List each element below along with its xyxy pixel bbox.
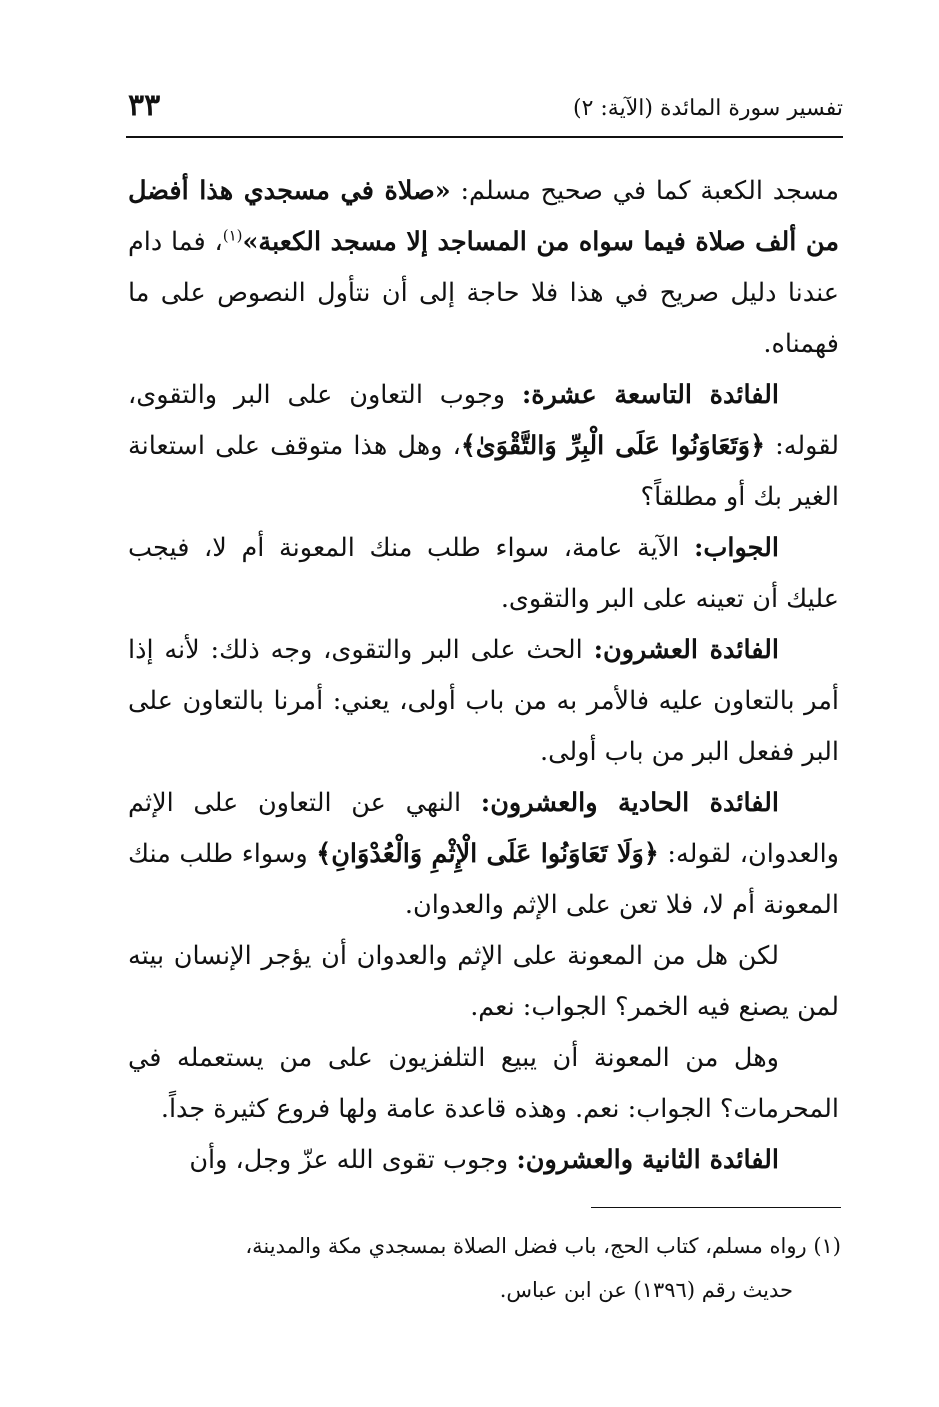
footnote <box>128 1224 841 1312</box>
p1-intro: مسجد الكعبة كما في صحيح مسلم: <box>450 176 839 206</box>
quran-verse-1: ﴿وَتَعَاوَنُوا عَلَى الْبِرِّ وَالتَّقْوَىٰ﴾ <box>460 431 766 461</box>
body-text <box>128 166 839 1186</box>
p5-text2: وسواء طلب منك المعونة أم لا، فلا تعن على الإثم والعدوان. <box>128 839 839 920</box>
paragraph-2 <box>128 370 839 523</box>
footnote-rule <box>591 1207 841 1208</box>
answer-label: الجواب: <box>694 533 779 563</box>
p2-text1: وجوب التعاون على البر والتقوى، لقوله: <box>128 380 840 461</box>
p2-text2: ، وهل هذا متوقف على استعانة الغير بك أو مطلقاً؟ <box>128 431 839 512</box>
header-title: تفسير سورة المائدة (الآية: ٢) <box>572 96 843 121</box>
benefit-21-label: الفائدة الحادية والعشرون: <box>480 788 779 818</box>
paragraph-5 <box>128 778 839 931</box>
paragraph-7: وهل من المعونة أن يبيع التلفزيون على من يستعمله في المحرمات؟ الجواب: نعم. وهذه قاعدة عامة ولها فروع كثيرة جداً. <box>128 1043 839 1124</box>
benefit-20-label: الفائدة العشرون: <box>593 635 780 665</box>
benefit-19-label: الفائدة التاسعة عشرة: <box>521 380 779 410</box>
p1-rest: ، فما دام عندنا دليل صريح في هذا فلا حاجة إلى أن نتأول النصوص على ما فهمناه. <box>128 227 839 359</box>
running-header <box>128 88 843 128</box>
paragraph-4 <box>128 625 839 778</box>
p3-text: الآية عامة، سواء طلب منك المعونة أم لا، فيجب عليك أن تعينه على البر والتقوى. <box>128 533 839 614</box>
header-rule <box>126 136 843 138</box>
paragraph-1 <box>128 166 839 370</box>
footnote-reference: (١) <box>222 226 243 245</box>
footnote-line-1: (١) رواه مسلم، كتاب الحج، باب فضل الصلاة بمسجدي مكة والمدينة، <box>245 1234 841 1258</box>
p8-text: وجوب تقوى الله عزّ وجل، وأن <box>189 1145 517 1175</box>
p4-text: الحث على البر والتقوى، وجه ذلك: لأنه إذا أمر بالتعاون عليه فالأمر به من باب أولى، يعني: أمرنا بالتعاون على البر ففعل البر من باب أولى. <box>128 635 839 767</box>
benefit-22-label: الفائدة الثانية والعشرون: <box>516 1145 779 1175</box>
p5-text1: النهي عن التعاون على الإثم والعدوان، لقوله: <box>128 788 839 869</box>
page-number: ٣٣ <box>128 88 161 123</box>
quran-verse-2: ﴿وَلَا تَعَاوَنُوا عَلَى الْإِثْمِ وَالْعُدْوَانِ﴾ <box>316 839 659 869</box>
paragraph-6: لكن هل من المعونة على الإثم والعدوان أن يؤجر الإنسان بيته لمن يصنع فيه الخمر؟ الجواب: نعم. <box>128 941 839 1022</box>
paragraph-3 <box>128 523 839 625</box>
hadith-quote: «صلاة في مسجدي هذا أفضل من ألف صلاة فيما سواه من المساجد إلا مسجد الكعبة» <box>128 176 840 257</box>
paragraph-8 <box>128 1135 839 1186</box>
footnote-line-2: حديث رقم (١٣٩٦) عن ابن عباس. <box>499 1278 793 1302</box>
